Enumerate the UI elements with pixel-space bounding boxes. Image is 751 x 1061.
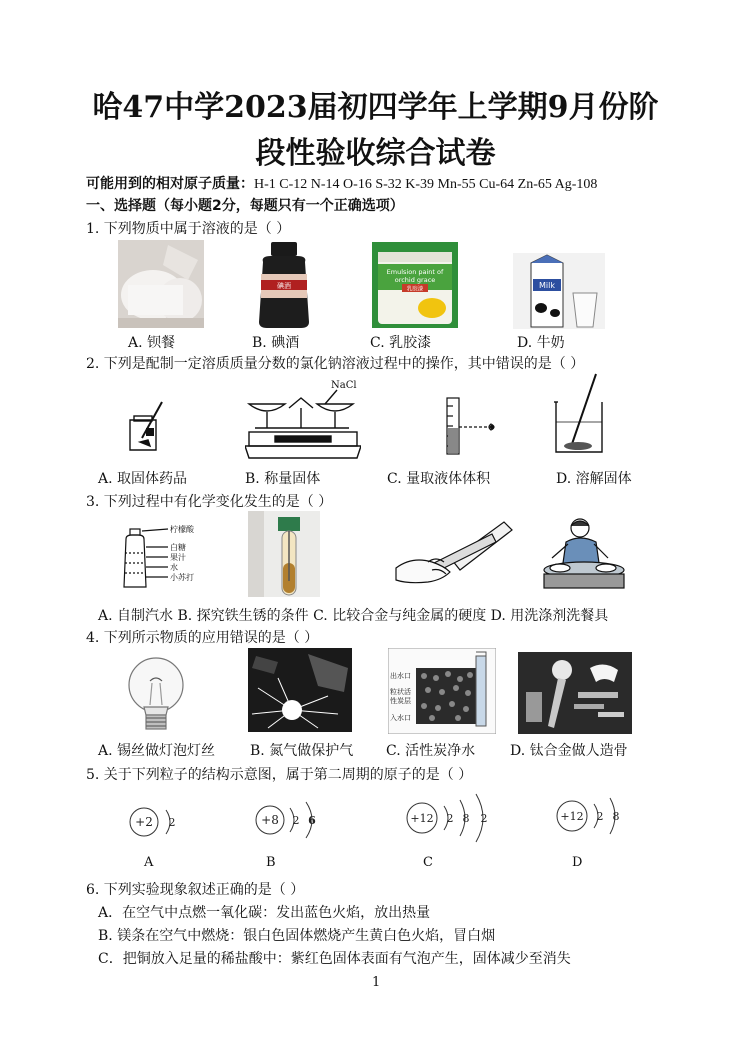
title-line-2: 段性验收综合试卷 (255, 136, 496, 171)
q5-label-b[interactable]: B (266, 855, 276, 870)
q1-image-d-milk (513, 253, 605, 329)
q4-label-out: 出水口 (390, 672, 411, 680)
q4-option-d[interactable]: D. 钛合金做人造骨 (510, 743, 628, 759)
q3-label-3: 果汁 (170, 553, 186, 562)
atomic-mass-label: 可能用到的相对原子质量： (86, 176, 254, 192)
q5-atom-c-shell-3: 2 (480, 812, 488, 825)
q6-text: 6. 下列实验现象叙述正确的是（ ） (86, 882, 305, 898)
q1-paint-label-1: Emulsion paint of (386, 268, 444, 276)
q4-text: 4. 下列所示物质的应用错误的是（ ） (86, 630, 319, 646)
q4-label-carbon-2: 性炭层 (390, 697, 411, 705)
q5-atom-a-diagram (122, 796, 182, 848)
q2-text: 2. 下列是配制一定溶质质量分数的氯化钠溶液过程中的操作，其中错误的是（ ） (86, 356, 585, 372)
q5-atom-d-shell-1: 2 (596, 810, 604, 823)
q5-label-c[interactable]: C (423, 855, 433, 870)
q2-option-c[interactable]: C. 量取液体体积 (387, 471, 491, 487)
q3-label-2: 白糖 (170, 543, 186, 552)
q1-option-a[interactable]: A. 钡餐 (128, 335, 176, 351)
q5-atom-b-shell-2: 6 (308, 814, 316, 827)
q5-text: 5. 关于下列粒子的结构示意图，属于第二周期的原子的是（ ） (86, 767, 473, 783)
q3-image-b-iron-rust (248, 511, 320, 597)
q2-image-b-weigh-solid (245, 378, 361, 460)
q4-label-in: 入水口 (390, 714, 411, 722)
q3-text: 3. 下列过程中有化学变化发生的是（ ） (86, 494, 333, 510)
q5-atom-c-shell-2: 8 (462, 812, 470, 825)
q5-atom-a-nucleus: +2 (135, 815, 153, 829)
q4-option-c[interactable]: C. 活性炭净水 (386, 743, 476, 759)
q1-option-c[interactable]: C. 乳胶漆 (370, 335, 432, 351)
q2-image-c-measure-volume (425, 396, 507, 456)
q1-bottle-label: 碘酒 (277, 282, 291, 290)
q2-nacl-label: NaCl (331, 380, 357, 391)
q3-image-c-alloy-hardness (392, 520, 514, 588)
q6-option-c[interactable]: C．把铜放入足量的稀盐酸中：紫红色固体表面有气泡产生，固体减少至消失 (98, 951, 571, 967)
q6-option-b[interactable]: B. 镁条在空气中燃烧：银白色固体燃烧产生黄白色火焰，冒白烟 (98, 928, 496, 944)
q3-label-4: 水 (170, 563, 178, 572)
q2-option-b[interactable]: B. 称量固体 (245, 471, 321, 487)
q1-paint-label-3: 乳胶漆 (406, 286, 424, 293)
q4-image-c-activated-carbon (388, 648, 496, 734)
q5-label-d[interactable]: D (572, 855, 583, 870)
title-line-1: 哈47中学2023届初四学年上学期9月份阶 (92, 90, 659, 125)
q5-atom-a-shell-1: 2 (168, 816, 176, 829)
q3-image-d-wash-dishes (540, 514, 626, 590)
q3-label-1: 柠檬酸 (170, 525, 194, 534)
q1-image-c-latex-paint (372, 242, 458, 328)
q5-atom-b-nucleus: +8 (261, 813, 279, 827)
q1-option-d[interactable]: D. 牛奶 (517, 335, 565, 351)
q5-atom-c-nucleus: +12 (410, 812, 434, 825)
q1-milk-label: Milk (539, 281, 555, 290)
q2-option-a[interactable]: A. 取固体药品 (98, 471, 188, 487)
q3-image-a-homemade-soda (118, 523, 208, 589)
q4-image-d-titanium-bone (518, 652, 632, 734)
q5-atom-b-diagram (248, 796, 328, 848)
q4-option-b[interactable]: B. 氮气做保护气 (250, 743, 354, 759)
q5-atom-d-shell-2: 8 (612, 810, 620, 823)
q5-atom-c-shell-1: 2 (446, 812, 454, 825)
q1-option-b[interactable]: B. 碘酒 (252, 335, 300, 351)
q3-label-5: 小苏打 (170, 573, 194, 582)
q1-text: 1. 下列物质中属于溶液的是（ ） (86, 221, 291, 237)
section1-header: 一、选择题（每小题2分，每题只有一个正确选项） (86, 198, 404, 214)
q4-option-a[interactable]: A. 锡丝做灯泡灯丝 (98, 743, 216, 759)
q3-options[interactable]: A. 自制汽水 B. 探究铁生锈的条件 C. 比较合金与纯金属的硬度 D. 用洗涤剂洗餐具 (98, 608, 609, 624)
q5-atom-d-nucleus: +12 (560, 810, 584, 823)
q2-image-d-dissolve-solid (548, 372, 610, 456)
q4-label-carbon-1: 粒状活 (390, 688, 411, 696)
q1-image-b-iodine-tincture (253, 240, 315, 330)
q5-atom-b-shell-1: 2 (292, 814, 300, 827)
atomic-mass-values: H-1 C-12 N-14 O-16 S-32 K-39 Mn-55 Cu-64 Zn-65 Ag-108 (254, 177, 598, 192)
q2-image-a-take-solid (120, 398, 168, 454)
q5-label-a[interactable]: A (144, 855, 154, 870)
page-number: 1 (372, 975, 381, 990)
atomic-mass-line (86, 173, 597, 193)
q4-image-a-light-bulb (116, 655, 196, 733)
q4-image-b-welding-nitrogen (248, 648, 352, 732)
q5-atom-c-diagram (402, 790, 498, 848)
q1-paint-label-2: orchid grace (394, 276, 436, 284)
q5-atom-d-diagram (552, 790, 632, 848)
q1-image-a-barium-meal (118, 240, 204, 328)
q6-option-a[interactable]: A．在空气中点燃一氧化碳：发出蓝色火焰，放出热量 (98, 905, 431, 921)
q2-option-d[interactable]: D. 溶解固体 (556, 471, 632, 487)
